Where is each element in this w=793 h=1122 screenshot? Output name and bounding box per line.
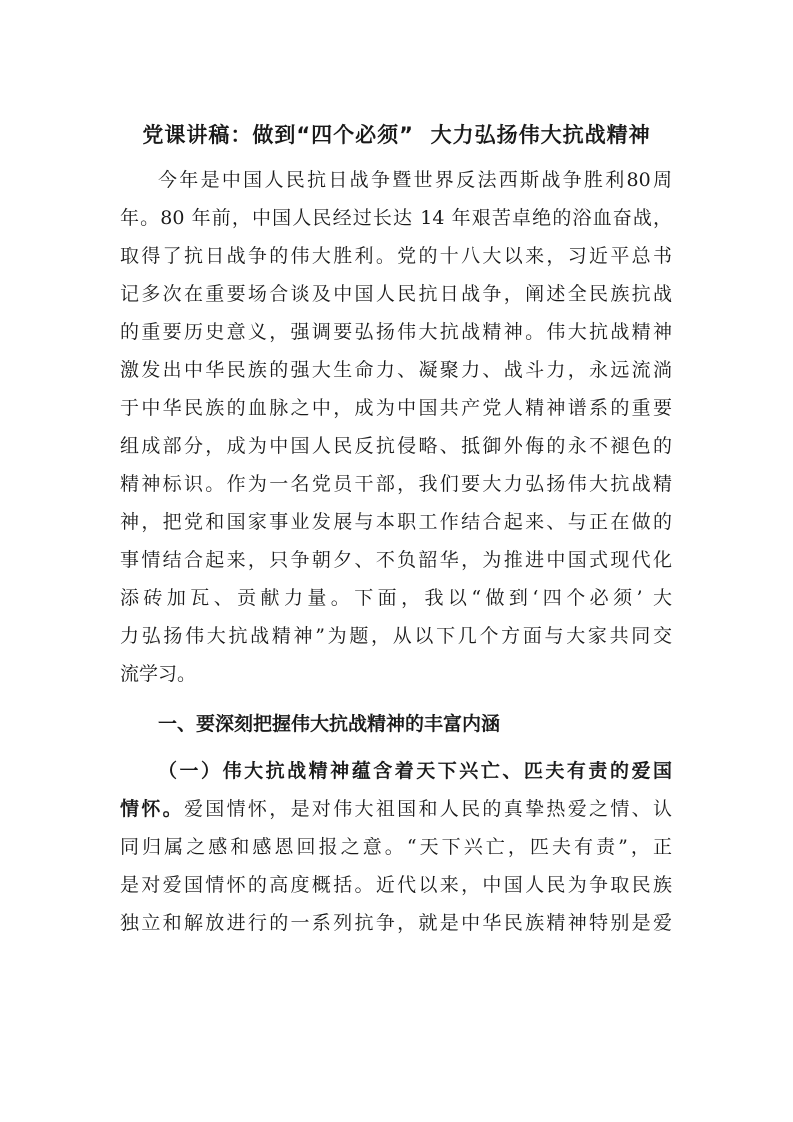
subsection-line: 同归属之感和感恩回报之意。“天下兴亡，匹夫有责”，正 [120,836,672,858]
intro-line: 激发出中华民族的强大生命力、凝聚力、战斗力，永远流淌 [120,359,672,381]
intro-line: 神，把党和国家事业发展与本职工作结合起来、与正在做的 [120,511,672,533]
intro-line: 于中华民族的血脉之中，成为中国共产党人精神谱系的重要 [120,397,672,419]
intro-line: 精神标识。作为一名党员干部，我们要大力弘扬伟大抗战精 [120,473,672,495]
section-heading: 一、要深刻把握伟大抗战精神的丰富内涵 [158,713,501,735]
intro-line: 添砖加瓦、贡献力量。下面，我以“做到‘四个必须’ 大 [120,587,672,609]
subsection-line: 是对爱国情怀的高度概括。近代以来，中国人民为争取民族 [120,874,672,896]
intro-line: 今年是中国人民抗日战争暨世界反法西斯战争胜利80周 [158,169,672,191]
intro-line: 年。80 年前，中国人民经过长达 14 年艰苦卓绝的浴血奋战， [120,207,672,229]
intro-line: 事情结合起来，只争朝夕、不负韶华，为推进中国式现代化 [120,549,672,571]
subsection-body-text: 爱国情怀，是对伟大祖国和人民的真挚热爱之情、认 [183,798,672,820]
intro-line: 组成部分，成为中国人民反抗侵略、抵御外侮的永不褪色的 [120,435,672,457]
intro-line: 的重要历史意义，强调要弘扬伟大抗战精神。伟大抗战精神 [120,321,672,343]
subsection-line [120,790,672,828]
intro-line: 取得了抗日战争的伟大胜利。党的十八大以来，习近平总书 [120,245,672,267]
subsection-heading-tail: 情怀。 [120,798,184,820]
subsection-line: 独立和解放进行的一系列抗争，就是中华民族精神特别是爱 [120,912,672,934]
document-title: 党课讲稿：做到“四个必须” 大力弘扬伟大抗战精神 [142,123,651,147]
intro-line: 流学习。 [120,663,197,685]
intro-line: 记多次在重要场合谈及中国人民抗日战争，阐述全民族抗战 [120,283,672,305]
intro-line: 力弘扬伟大抗战精神”为题，从以下几个方面与大家共同交 [120,625,672,647]
subsection-heading-line: （一）伟大抗战精神蕴含着天下兴亡、匹夫有责的爱国 [158,760,672,782]
